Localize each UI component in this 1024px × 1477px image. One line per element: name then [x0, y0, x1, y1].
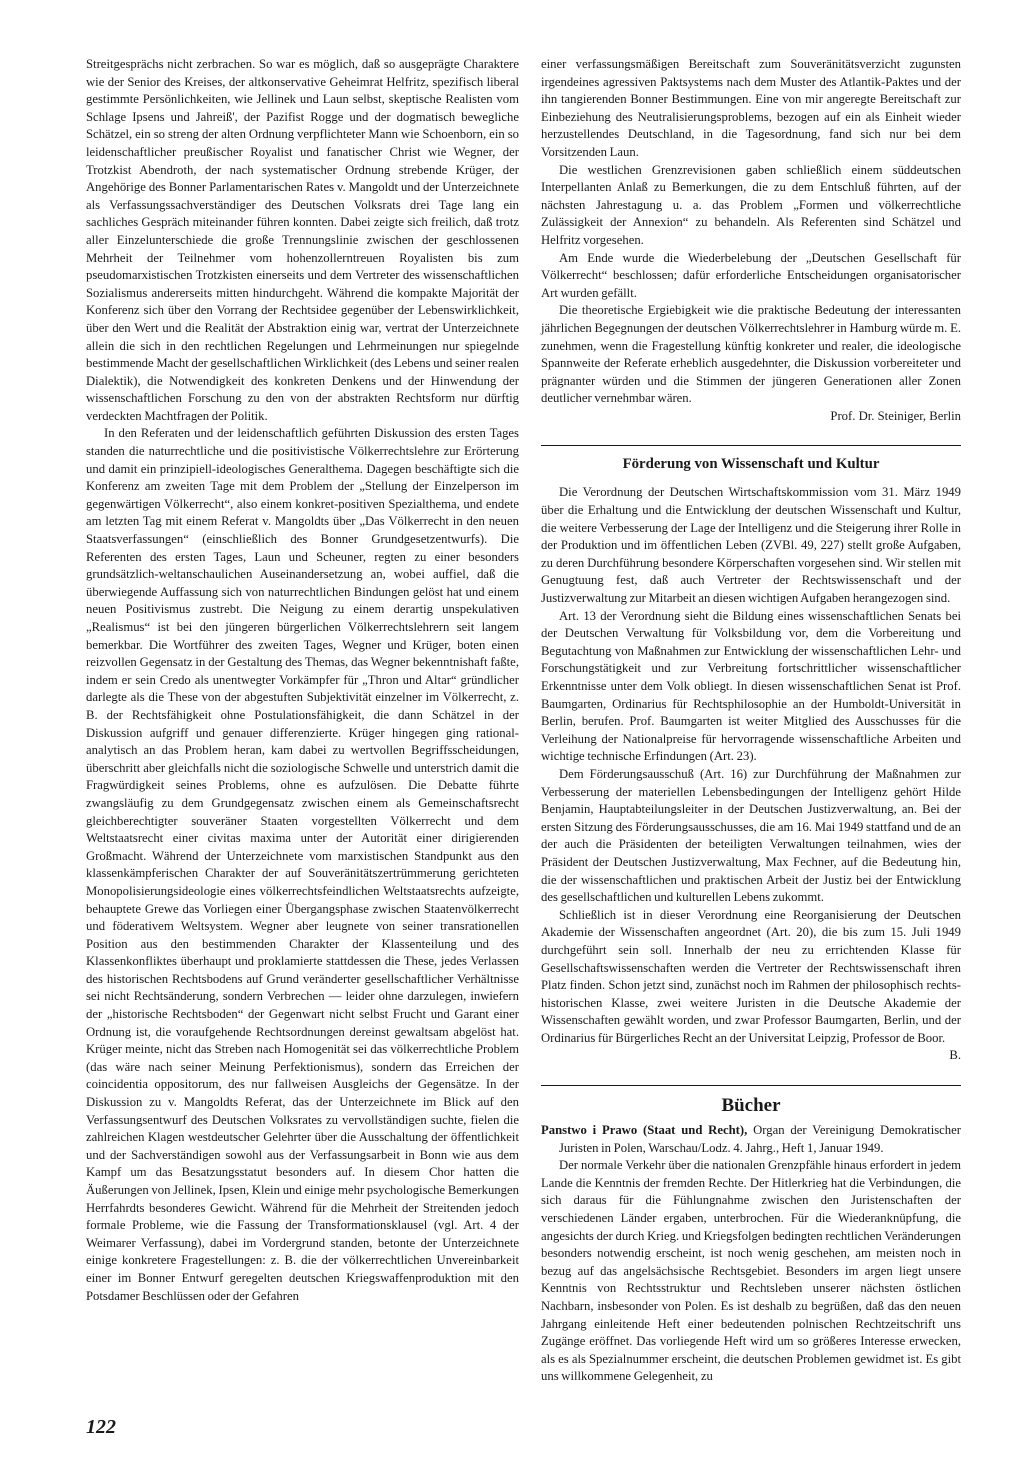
section-paragraph-3: Dem Förderungsausschuß (Art. 16) zur Durchführung der Maßnahmen zur Verbesserung der materiellen Lebensbedingungen der Intelligenz gehört Hilde Benjamin, Hauptabteilungsleiter in der Deutschen Justizverwaltung, an. Bei der ersten Sitzung des Förderungsausschusses, die am 16. Mai 1949 stattfand und de an der auch die Präsidenten der beteiligten Verwaltungen teilnahmen, wies der Präsident der Deutschen Justizverwaltung, Max Fechner, auf die Bedeutung hin, die der wissenschaftlichen und praktischen Arbeit der Justiz bei der Entwicklung des gesellschaftlichen und kulturellen Lebens zukommt. — [541, 766, 961, 905]
section-divider — [541, 445, 961, 446]
left-paragraph-2: In den Referaten und der leidenschaftlich geführten Diskussion des ersten Tages standen die naturrechtliche und die positivistische Völkerrechtslehre zur Erörterung und damit ein prinzipiell-ideologisches Generalthema. Dagegen beschäftigte sich die Konferenz am zweiten Tage mit dem Problem der „Stellung der Einzelperson im gegenwärtigen Völkerrecht“, also einem konkret-positiven Spezialthema, und endete am letzten Tag mit einem Referat v. Mangoldts über „Das Völkerrecht in den neuen Staatsverfassungen“ (einschließlich des Bonner Grundgesetzentwurfs). Die Referenten des ersten Tages, Laun und Scheuner, regten zu einer besonders grundsätzlich-weltanschaulichen Auseinandersetzung an, wobei auffiel, daß die überwiegende Auffassung sich von naturrechtlichen Bindungen gelöst hat und einem neuen Positivismus zustrebt. Die Neigung zu einem derartig unspekulativen „Realismus“ ist bei den jüngeren bürgerlichen Völkerrechtslehrern seit langem bemerkbar. Die Wortführer des zweiten Tages, Wegner und Krüger, boten einen reizvollen Gegensatz in der Gestaltung des Themas, das Wegner bekenntnishaft faßte, indem er sein Credo als unentwegter Vorkämpfer für „Thron und Altar“ gründlicher darlegte als die These von der abgestuften Subjektivität einzelner im Völkerrecht, z. B. der Rechtsfähigkeit ohne Postulationsfähigkeit, die dann Schätzel in der Diskussion aufgriff und genauer differenzierte. Krüger hingegen ging rational-analytisch an das Problem heran, kam dabei zu wertvollen Begriffsscheidungen, überschritt aber gleichfalls nicht die soziologische Schwelle und unterstrich damit die Fragwürdigkeit seines Problems, ohne es aufzulösen. Die Debatte führte zwangsläufig zu dem Grundgegensatz zwischen einem als Gemeinschaftsrecht gleichberechtigter souveräner Staaten vorgestellten Völkerrecht und dem Weltstaatsrecht einer civitas maxima unter der Autorität einer dirigierenden Großmacht. Während der Unterzeichnete vom marxistischen Standpunkt aus den klassenkämpferischen Charakter der auf Souveränitätszertrümmerung gerichteten Monopolisierungsideologie eines völkerrechtsfeindlichen Weltstaatsrechts aufzeigte, behauptete Grewe das Vorliegen einer Übergangsphase zwischen Staatenvölkerrecht und föderativem Weltsystem. Wegner aber leugnete von seiner transrationellen Position aus den bestimmenden Charakter der Klassenteilung und des Klassenkonfliktes überhaupt und proklamierte stattdessen die These, jedes Verlassen des historischen Rechtsbodens auf Grund veränderter gesellschaftlicher Verhältnisse sei nicht Rechtsänderung, sondern Verbrechen — leider ohne darzulegen, inwiefern der „historische Rechtsboden“ der Gegenwart nicht selbst Frucht und Garant einer Ordnung ist, die voraufgehende Rechtsordnungen dereinst gewaltsam abgelöst hat. Krüger meinte, nicht das Streben nach Homogenität sei das völkerrechtliche Problem (das wäre nach seiner Meinung Perfektionismus), sondern das Erreichen der coincidentia oppositorum, des nur fallweisen Ausgleichs der Gegensätze. In der Diskussion zu v. Mangoldts Referat, das der Unterzeichnete im Blick auf den Verfassungsentwurf des Deutschen Volksrates zu vervollständigen suchte, fielen die zahlreichen Klagen westdeutscher Gelehrter über die Ausschaltung der öffentlichkeit und der Sachverständigen sowohl aus der Verfassungsarbeit in Bonn wie aus dem Kampf um das Besatzungsstatut besonders auf. In diesem Chor hatten die Äußerungen von Jellinek, Ipsen, Klein und einige mehr psychologische Bemerkungen Herrfahrdts besonderes Gewicht. Während für die Mehrheit der Streitenden jedoch formale Probleme, wie die Fassung der Transformationsklausel (vgl. Art. 4 der Weimarer Verfassung), dabei im Vordergrund standen, betonte der Unterzeichnete einige konkretere Fragestellungen: z. B. die der völkerrechtlichen Unvereinbarkeit einer im Bonner Entwurf geregelten deutschen Kriegswaffenproduktion mit den Potsdamer Beschlüssen oder der Gefahren — [86, 426, 519, 1303]
conference-paragraph-3: Am Ende wurde die Wiederbelebung der „Deutschen Gesellschaft für Völkerrecht“ beschlossen; dafür erforderliche Entscheidungen organisatorischer Art wurden gefällt. — [541, 250, 961, 300]
section-signature: B. — [949, 1048, 961, 1063]
books-divider — [541, 1085, 961, 1086]
page-number: 122 — [86, 1416, 116, 1438]
conference-signature: Prof. Dr. Steiniger, Berlin — [830, 408, 961, 423]
books-heading: Bücher — [721, 1095, 781, 1117]
section-paragraph-4: Schließlich ist in dieser Verordnung eine Reorganisierung der Deutschen Akademie der Wissenschaften angeordnet (Art. 20), die bis zum 15. Juli 1949 durchgeführt sein soll. Innerhalb der neu zu errichtenden Klasse für Gesellschaftswissenschaften werden die Vertreter der Rechtswissenschaft ihren Platz finden. Schon jetzt sind, zunächst noch im Rahmen der philosophisch rechts-historischen Klasse, zwei weitere Juristen in die Deutsche Akademie der Wissenschaften gewählt worden, und zwar Professor Baumgarten, Berlin, und der Ordinarius für Bürgerliches Recht an der Universitat Leipzig, Professor de Boor. — [541, 907, 961, 1045]
book-entry-details: Organ der Vereinigung Demokratischer Juristen in Polen, Warschau/Lodz. 4. Jahrg., Heft 1, Januar 1949. — [559, 1123, 961, 1155]
left-column — [86, 56, 519, 1305]
conference-paragraph-2: Die westlichen Grenzrevisionen gaben schließlich einem süddeutschen Interpellanten Anlaß zu Bemerkungen, die zu dem Entschluß führten, auf der nächsten Jahrestagung u. a. das Problem „Formen und völkerrechtliche Zulässigkeit der Annexion“ zu behandeln. Als Referenten sind Schätzel und Helfritz vorgesehen. — [541, 162, 961, 247]
books-paragraph: Der normale Verkehr über die nationalen Grenzpfähle hinaus erfordert in jedem Lande die Kenntnis der fremden Rechte. Der Hitlerkrieg hat die Verbindungen, die sich daraus für die Fühlungnahme zwischen den Juristenschaften der verschiedenen Länder ergaben, unterbrochen. Für die Wiederanknüpfung, die angesichts der durch Krieg. und Kriegsfolgen bedingten rechtlichen Veränderungen besonders notwendig erscheint, ist noch wenig geschehen, am meisten noch in bezug auf das angelsächsische Rechtsgebiet. Besonders im argen liegt unsere Kenntnis von Rechtsstruktur und Rechtsleben unserer nächsten östlichen Nachbarn, insbesonder von Polen. Es ist deshalb zu begrüßen, daß das den neuen Jahrgang einleitende Heft einer bedeutenden polnischen Rechtzeitschrift uns Zugänge eröffnet. Das vorliegende Heft wird um so größeres Interesse erwecken, als es als Spezialnummer erscheint, die deutschen Problemen gewidmet ist. Es gibt uns willkommene Gelegenheit, zu — [541, 1158, 961, 1384]
section-heading: Förderung von Wissenschaft und Kultur — [622, 456, 880, 473]
book-entry — [541, 1122, 961, 1157]
book-entry-title: Panstwo i Prawo (Staat und Recht), — [541, 1123, 748, 1138]
conference-paragraph-1: einer verfassungsmäßigen Bereitschaft zum Souveränitätsverzicht zugunsten irgendeines agressiven Paktsystems nach dem Muster des Atlantik-Paktes und der ihn tangierenden Bonner Bestimmungen. Eine von mir angeregte Bereitschaft zur Einbeziehung des Neutralisierungsproblems, bezogen auf ein als Einheit wieder herzustellendes Deutschland, in die Tagesordnung, fand sich nur bei dem Vorsitzenden Laun. — [541, 57, 961, 159]
left-paragraph-1: Streitgesprächs nicht zerbrachen. So war es möglich, daß so ausgeprägte Charaktere wie der Senior des Kreises, der altkonservative Geheimrat Helfritz, spezifisch liberal gestimmte Persönlichkeiten, wie Jellinek und Laun selbst, skeptische Realisten vom Schlage Ipsens und Jahreiß', der Pazifist Rogge und der dogmatisch bewegliche Schätzel, ein so streng der alten Ordnung verpflichteter Mann wie Schoenborn, ein so leidenschaftlicher preußischer Royalist und fanatischer Christ wie Wegner, der Trotzkist Abendroth, der nach systematischer Ordnung strebende Krüger, der Angehörige des Bonner Parlamentarischen Rates v. Mangoldt und der Unterzeichnete als Verfassungssachverständiger des Deutschen Volksrats drei Tage lang ein sachliches Gespräch miteinander führen konnten. Dabei zeigte sich freilich, daß trotz aller Einzelunterschiede die große Trennungslinie zwischen der geschlossenen Mehrheit der Teilnehmer vom hohenzollerntreuen Royalisten bis zum pseudomarxistischen Trotzkisten einerseits und dem Vertreter des wissenschaftlichen Sozialismus andererseits mitten hindurchgeht. Während die kompakte Majorität der Konferenz sich über den Vorrang der Rechtsidee gegenüber der Lebenswirklichkeit, über den Wert und die Realität der Abstraktion einig war, vertrat der Unterzeichnete allein die sich in den rechtlichen Regelungen und Lehrmeinungen nur spiegelnde bestimmende Macht der gesellschaftlichen Wirklichkeit (des Lebens und seiner realen Dialektik), die Notwendigkeit des konkreten Denkens und der Hinwendung der wissenschaftlichen Forschung zu den von der abstrakten Rechtsform nur dürftig verdeckten Machtfragen der Politik. — [86, 57, 519, 423]
right-column — [541, 56, 961, 1386]
section-paragraph-2: Art. 13 der Verordnung sieht die Bildung eines wissenschaftlichen Senats bei der Deutschen Verwaltung für Volksbildung vor, dem die Vorbereitung und Begutachtung von Maßnahmen zur Entwicklung der wissenschaftlichen Lehr- und Forschungstätigkeit und zur Verbreitung fortschrittlicher wissenschaftlicher Erkenntnisse unter dem Volk obliegt. In diesen wissenschaftlichen Senat ist Prof. Baumgarten, Ordinarius für Rechtsphilosophie an der Humboldt-Universität in Berlin, berufen. Prof. Baumgarten ist weiter Mitglied des Ausschusses für die Verleihung der Nationalpreise für hervorragende wissenschaftliche Arbeiten und wichtige technische Erfindungen (Art. 23). — [541, 608, 961, 764]
section-paragraph-1: Die Verordnung der Deutschen Wirtschaftskommission vom 31. März 1949 über die Erhaltung und die Entwicklung der deutschen Wissenschaft und Kultur, die weitere Verbesserung der Lage der Intelligenz und die Steigerung ihrer Rolle in der Produktion und im öffentlichen Leben (ZVBl. 49, 227) stellt große Aufgaben, zu deren Durchführung besondere Körperschaften vorgesehen sind. Wir stellen mit Genugtuung fest, daß auch Vertreter der Rechtswissenschaft und der Justizverwaltung zur Mitarbeit an diesen wichtigen Aufgaben herangezogen sind. — [541, 485, 961, 606]
conference-paragraph-4: Die theoretische Ergiebigkeit wie die praktische Bedeutung der interessanten jährlichen Begegnungen der deutschen Völkerrechtslehrer in Hamburg würde m. E. zunehmen, wenn die Fragestellung künftig konkreter und realer, die ideologische Spannweite der Referate erheblich ausgedehnter, die Diskussion vorbereiteter und prägnanter würden und die Stimmen der jüngeren Generationen aller Zonen deutlicher vernehmbar wären. — [541, 303, 961, 406]
